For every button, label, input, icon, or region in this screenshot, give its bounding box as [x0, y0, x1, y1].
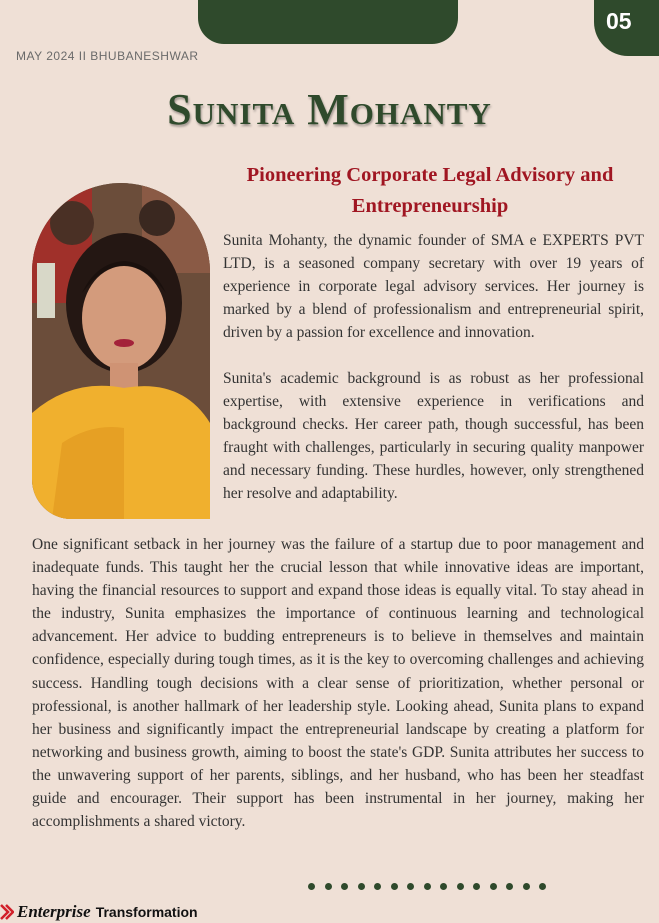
decorative-dot [391, 883, 398, 890]
brand-name-primary: Enterprise [17, 902, 91, 921]
decorative-dot [440, 883, 447, 890]
decorative-dot [308, 883, 315, 890]
header-tab-decoration [198, 0, 458, 44]
issue-dateline: MAY 2024 II BHUBANESHWAR [16, 49, 199, 63]
decorative-dot [325, 883, 332, 890]
article-subtitle: Pioneering Corporate Legal Advisory and Entrepreneurship [246, 164, 614, 217]
decorative-dot [341, 883, 348, 890]
decorative-dot [374, 883, 381, 890]
decorative-dot [407, 883, 414, 890]
decorative-dot [490, 883, 497, 890]
decorative-dot [457, 883, 464, 890]
brand-name-secondary: Transformation [95, 904, 198, 920]
decorative-dot [473, 883, 480, 890]
decorative-dot [539, 883, 546, 890]
article-title: Sunita Mohanty [167, 85, 492, 134]
article-paragraph: Sunita's academic background is as robust as her professional expertise, with extensive experience in verifications and background checks. Her career path, though successful, has been fraught with challenges, particularly in securing quality manpower and necessary funding. These hurdles, however, only strengthened her resolve and adaptability. [223, 370, 644, 503]
article-paragraph: Sunita Mohanty, the dynamic founder of SMA e EXPERTS PVT LTD, is a seasoned company secretary with over 19 years of experience in corporate legal advisory services. Her journey is marked by a blend of professionalism and entrepreneurial spirit, driven by a passion for excellence and innovation. [223, 232, 644, 342]
decorative-dot [506, 883, 513, 890]
decorative-dot [424, 883, 431, 890]
brand-arrow-icon [0, 904, 14, 920]
page-number: 05 [594, 0, 659, 56]
publication-footer [0, 901, 198, 923]
article-paragraph: One significant setback in her journey was the failure of a startup due to poor management and inadequate funds. This taught her the crucial lesson that while innovative ideas are important, having the financial resources to support and expand those ideas is equally vital. To stay ahead in the industry, Sunita emphasizes the importance of continuous learning and technological advancement. Her advice to budding entrepreneurs is to believe in themselves and maintain confidence, especially during tough times, as it is the key to overcoming challenges and achieving success. Handling tough decisions with a clear sense of prioritization, whether personal or professional, is another hallmark of her leadership style. Looking ahead, Sunita plans to expand her business and significantly impact the entrepreneurial landscape by creating a platform for networking and business growth, aiming to boost the state's GDP. Sunita attributes her success to the unwavering support of her parents, siblings, and her husband, who has been her steadfast guide and encourager. Their support has been instrumental in her journey, making her accomplishments a shared victory. [32, 536, 644, 831]
decorative-dot-row [308, 883, 546, 890]
portrait-photo [32, 183, 210, 519]
decorative-dot [523, 883, 530, 890]
decorative-dot [358, 883, 365, 890]
